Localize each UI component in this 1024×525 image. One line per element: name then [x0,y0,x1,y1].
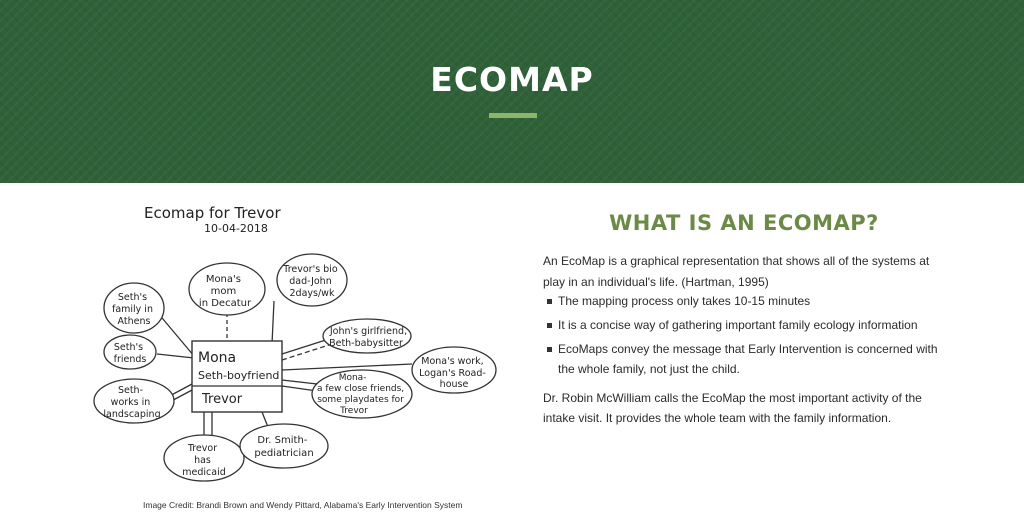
list-item [543,339,953,379]
list-item [543,315,953,335]
section-title: WHAT IS AN ECOMAP? [609,211,879,235]
ecomap-center-box [192,341,282,412]
bullet-icon [547,299,552,304]
circle-bio-dad: Trevor's bio dad-John 2days/wk [283,264,338,299]
circle-seth-friends: Seth's friends [113,342,147,365]
circle-medicaid: Trevor has medicaid [182,443,226,478]
bullet-icon [547,347,552,352]
circle-mona-work: Mona's work, Logan's Road- house [419,356,486,390]
center-seth: Seth-boyfriend [198,369,280,382]
title-underline [489,113,537,118]
page-title: ECOMAP [430,60,594,99]
circle-mona-mom: Mona's mom in Decatur [198,274,252,309]
image-credit: Image Credit: Brandi Brown and Wendy Pittard, Alabama's Early Intervention System [143,500,463,510]
ecomap-drawing [92,196,524,492]
ecomap-date: 10-04-2018 [204,222,268,235]
benefits-list [543,291,953,383]
list-item [543,291,953,311]
center-mona: Mona [198,350,237,366]
circle-seth-family: Seth's family in Athens [111,292,153,327]
intro-paragraph: An EcoMap is a graphical representation that shows all of the systems at play in an individual's life. (Hartman, 1995) [543,254,930,289]
list-item-text: It is a concise way of gathering important family ecology information [558,318,918,332]
ecomap-heading: Ecomap for Trevor [144,204,281,222]
circle-pediatrician: Dr. Smith- pediatrician [254,435,314,459]
center-trevor: Trevor [202,392,243,407]
ecomap-image [92,196,524,492]
hero-banner [0,0,1024,183]
list-item-text: The mapping process only takes 10-15 minutes [558,294,811,308]
closing-paragraph: Dr. Robin McWilliam calls the EcoMap the most important activity of the intake visit. It provides the whole team with the family information. [543,391,922,425]
circle-girlfriend: John's girlfriend, Beth-babysitter [329,326,408,349]
list-item-text: EcoMaps convey the message that Early Intervention is concerned with the whole family, not just the child. [558,342,938,376]
bullet-icon [547,323,552,328]
circle-mona-friends: Mona- a few close friends, some playdates for Trevor [316,373,405,416]
circle-seth-work: Seth- works in landscaping [103,385,161,420]
